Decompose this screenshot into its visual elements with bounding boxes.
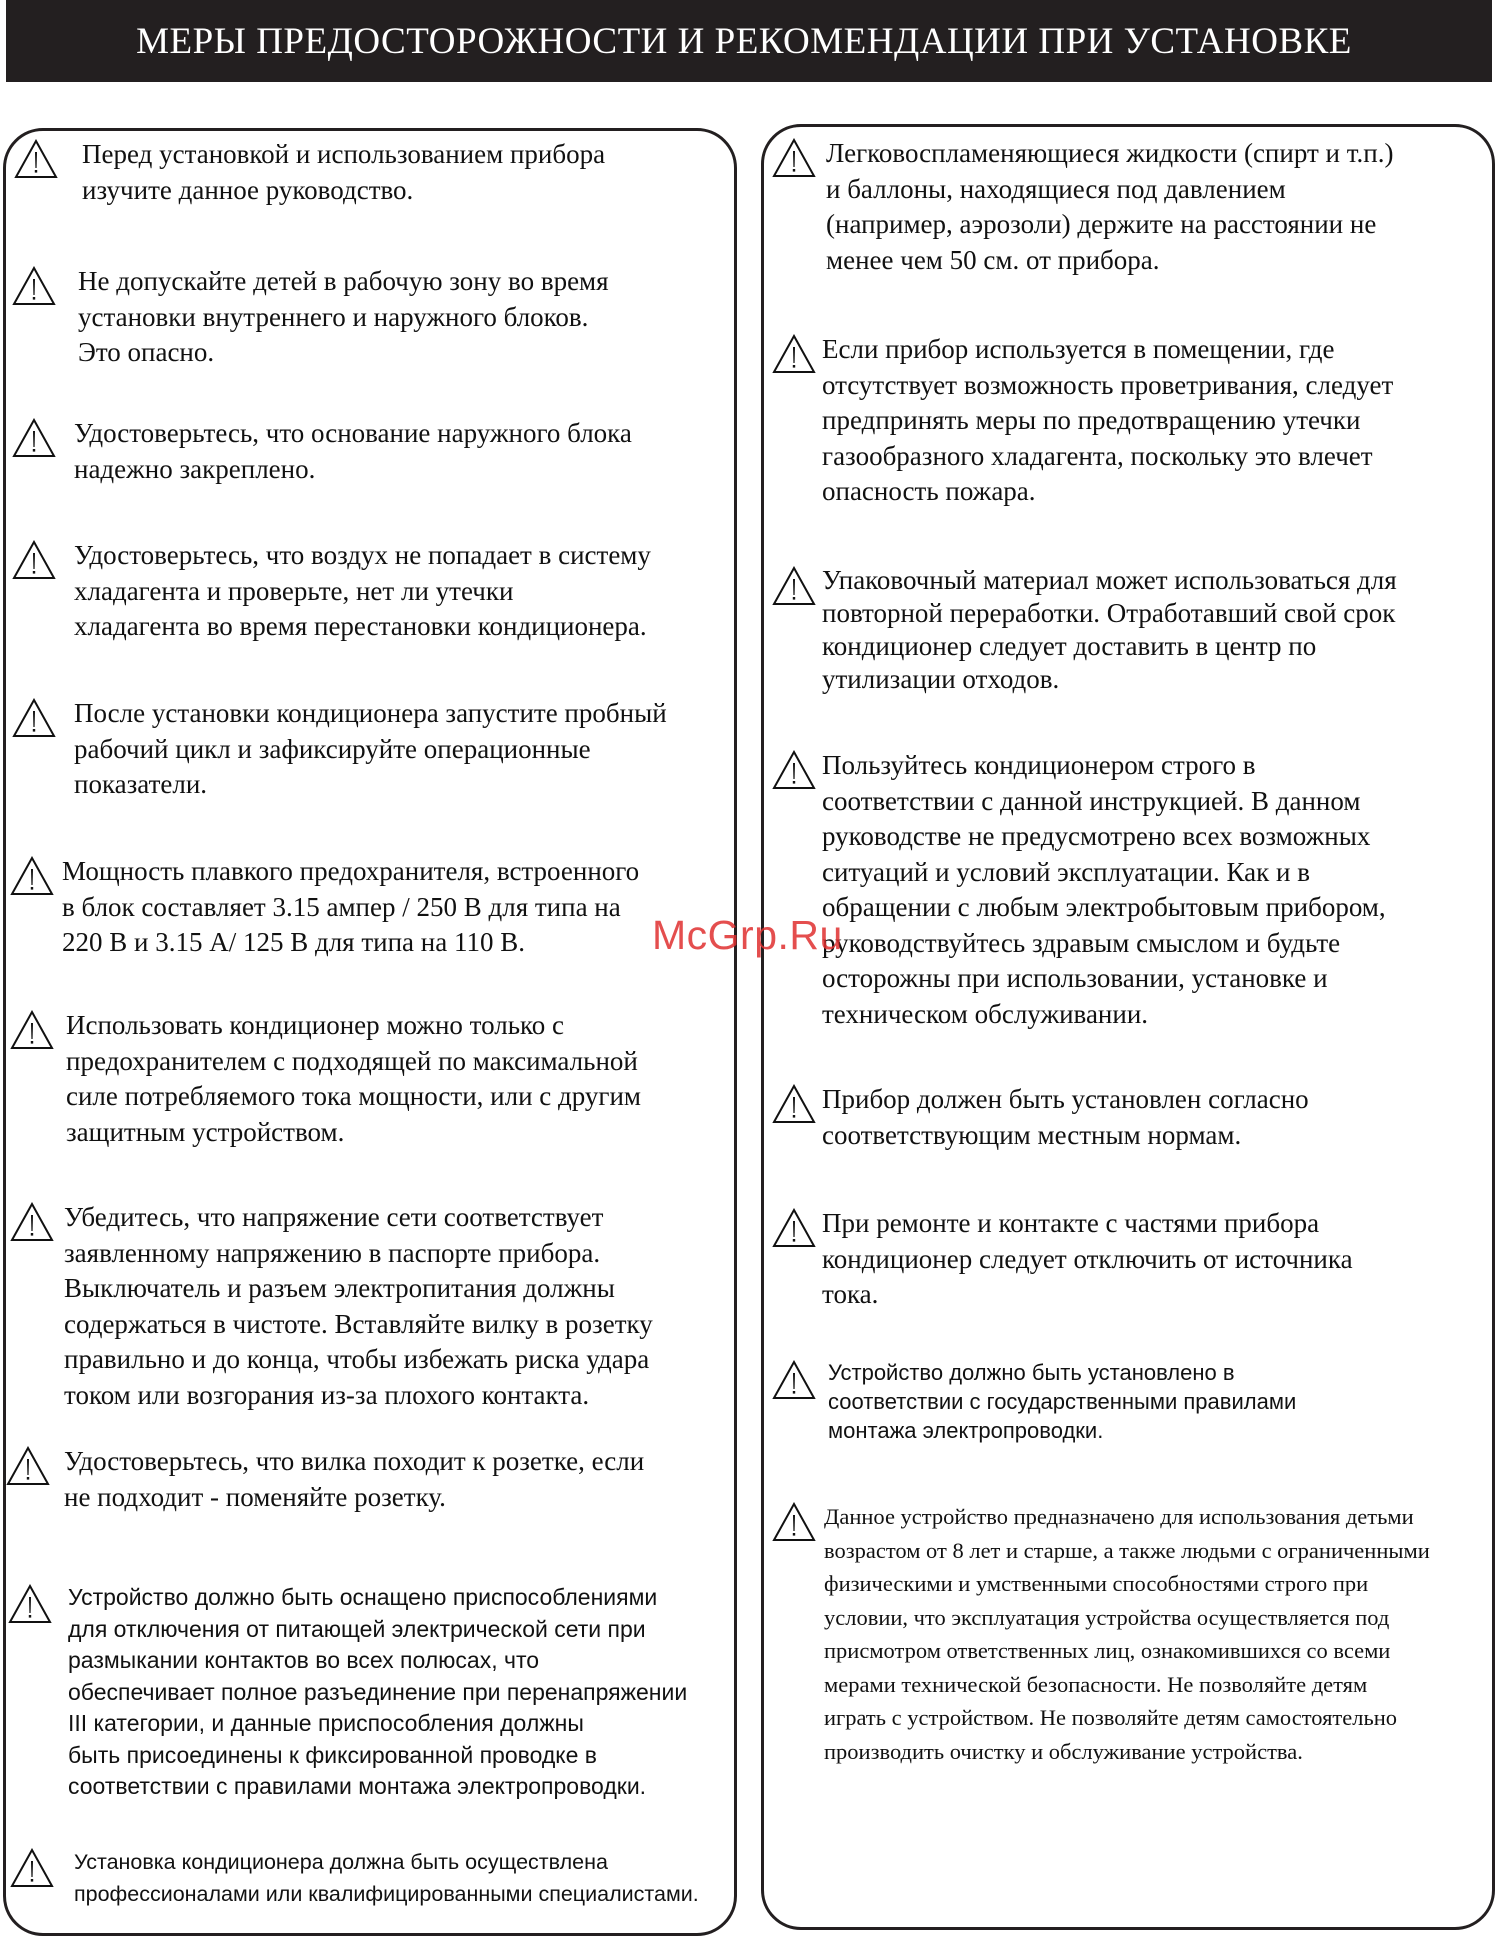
warning-triangle-icon	[772, 334, 816, 374]
right-warning-item-4	[772, 748, 1386, 1032]
warning-text: Убедитесь, что напряжение сети соответствует заявленному напряжению в паспорте прибора. Выключатель и разъем электропитания должны содержаться в чистоте. Вставляйте вилку в розетку правильно и до конца, чтобы избежать риска удара током или возгорания из-за плохого контакта.	[64, 1202, 653, 1410]
warning-triangle-icon	[12, 418, 56, 458]
warning-text: После установки кондиционера запустите пробный рабочий цикл и зафиксируйте операционные показатели.	[74, 698, 667, 799]
warning-text: При ремонте и контакте с частями прибора кондиционер следует отключить от источника тока.	[822, 1208, 1353, 1309]
warning-triangle-icon	[772, 1502, 816, 1542]
warning-triangle-icon	[10, 1010, 54, 1050]
warning-text: Перед установкой и использованием прибора изучите данное руководство.	[82, 139, 606, 205]
warning-triangle-icon	[10, 856, 54, 896]
warning-text: Пользуйтесь кондиционером строго в соответствии с данной инструкцией. В данном руководстве не предусмотрено всех возможных ситуаций и условий эксплуатации. Как и в обращении с любым электробытовым прибором, руководствуйтесь здравым смыслом и будьте осторожны при использовании, установке и техническом обслуживании.	[822, 750, 1386, 1029]
left-warning-item-2	[12, 264, 609, 371]
page-header	[6, 0, 1492, 82]
warning-triangle-icon	[8, 1584, 52, 1624]
warning-triangle-icon	[772, 138, 816, 178]
left-warning-item-5	[12, 696, 667, 803]
warning-triangle-icon	[772, 1208, 816, 1248]
right-warning-item-8	[772, 1500, 1430, 1768]
warning-triangle-icon	[772, 750, 816, 790]
left-warning-item-1	[14, 137, 605, 208]
left-warning-item-9	[6, 1444, 644, 1515]
page-title: МЕРЫ ПРЕДОСТОРОЖНОСТИ И РЕКОМЕНДАЦИИ ПРИ УСТАНОВКЕ	[136, 20, 1352, 62]
left-warning-item-8	[10, 1200, 653, 1413]
warning-text: Удостоверьтесь, что основание наружного блока надежно закреплено.	[74, 418, 632, 484]
right-warning-item-2	[772, 332, 1393, 510]
warning-text: Удостоверьтесь, что вилка походит к розетке, если не подходит - поменяйте розетку.	[64, 1446, 645, 1512]
warning-triangle-icon	[12, 540, 56, 580]
warning-triangle-icon	[10, 1202, 54, 1242]
left-warning-item-10	[8, 1582, 687, 1803]
left-warning-item-4	[12, 538, 651, 645]
warning-text: Если прибор используется в помещении, где отсутствует возможность проветривания, следует предпринять меры по предотвращению утечки газообразного хладагента, поскольку это влечет опасность пожара.	[822, 334, 1394, 506]
left-warning-item-7	[10, 1008, 641, 1150]
warning-text: Использовать кондиционер можно только с предохранителем с подходящей по максимальной силе потребляемого тока мощности, или с другим защитным устройством.	[66, 1010, 641, 1147]
right-warning-item-5	[772, 1082, 1309, 1153]
warning-text: Удостоверьтесь, что воздух не попадает в систему хладагента и проверьте, нет ли утечки хладагента во время перестановки кондиционера.	[74, 540, 651, 641]
left-warning-item-3	[12, 416, 632, 487]
warning-text: Установка кондиционера должна быть осуществлена профессионалами или квалифицированными специалистами.	[74, 1850, 699, 1906]
warning-text: Данное устройство предназначено для использования детьми возрастом от 8 лет и старше, а также людьми с ограниченными физическими и умственными способностями строго при условии, что эксплуатация устройства осуществляется под присмотром ответственных лиц, ознакомившихся со всеми мерами технической безопасности. Не позволяйте детям играть с устройством. Не позволяйте детям самостоятельно производить очистку и обслуживание устройства.	[824, 1504, 1430, 1764]
warning-triangle-icon	[12, 698, 56, 738]
warning-triangle-icon	[14, 139, 58, 179]
warning-text: Легковоспламеняющиеся жидкости (спирт и т.п.) и баллоны, находящиеся под давлением (например, аэрозоли) держите на расстоянии не менее чем 50 см. от прибора.	[826, 138, 1394, 275]
right-warning-item-1	[772, 136, 1393, 278]
right-warning-item-7	[772, 1358, 1296, 1445]
right-warning-item-3	[772, 564, 1397, 696]
right-warning-item-6	[772, 1206, 1353, 1313]
watermark: McGrp.Ru	[652, 912, 843, 958]
warning-text: Прибор должен быть установлен согласно соответствующим местным нормам.	[822, 1084, 1309, 1150]
left-warning-item-6	[10, 854, 639, 961]
warning-text: Мощность плавкого предохранителя, встроенного в блок составляет 3.15 ампер / 250 В для типа на 220 В и 3.15 А/ 125 В для типа на 110 В.	[62, 856, 640, 957]
warning-text: Устройство должно быть оснащено приспособлениями для отключения от питающей электрической сети при размыкании контактов во всех полюсах, что обеспечивает полное разъединение при перенапряжении III категории, и данные приспособления должны быть присоединены к фиксированной проводке в соответствии с правилами монтажа электропроводки.	[68, 1584, 688, 1799]
warning-triangle-icon	[12, 266, 56, 306]
left-warning-item-11	[10, 1846, 699, 1910]
warning-triangle-icon	[10, 1848, 54, 1888]
warning-triangle-icon	[772, 1360, 816, 1400]
warning-text: Упаковочный материал может использоваться для повторной переработки. Отработавший свой срок кондиционер следует доставить в центр по утилизации отходов.	[822, 565, 1397, 694]
warning-text: Не допускайте детей в рабочую зону во время установки внутреннего и наружного блоков. Это опасно.	[78, 266, 609, 367]
warning-text: Устройство должно быть установлено в соответствии с государственными правилами монтажа электропроводки.	[828, 1360, 1297, 1443]
warning-triangle-icon	[772, 1084, 816, 1124]
warning-triangle-icon	[772, 566, 816, 606]
warning-triangle-icon	[6, 1446, 50, 1486]
